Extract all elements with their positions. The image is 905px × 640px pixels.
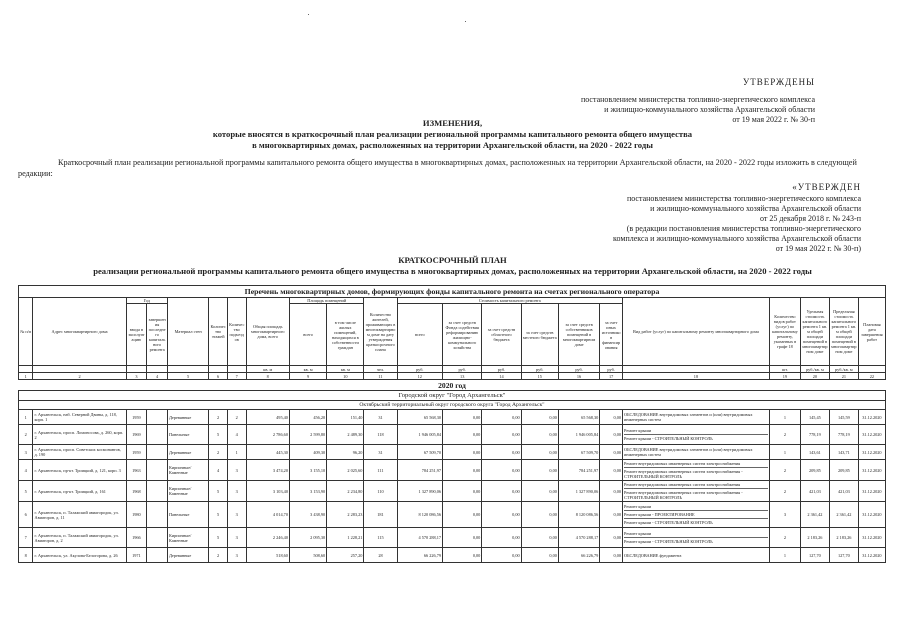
cell-mc: 143,71 <box>829 445 858 460</box>
cell-c3: 0,00 <box>482 425 521 445</box>
work-types-cell <box>623 528 770 548</box>
unit-cell: кв. м <box>327 366 364 373</box>
work-type-item: Ремонт крыши <box>624 504 652 509</box>
cell-mat: Панельные <box>167 425 208 445</box>
header-num: № п/п <box>19 298 33 366</box>
cell-a1: 2 786,60 <box>246 425 289 445</box>
cell-dt: 31.12.2020 <box>858 548 885 563</box>
work-type-item: Ремонт внутридомовых инженерных систем электроснабжения <box>624 461 741 466</box>
unit-cell: руб./кв. м <box>800 366 829 373</box>
cell-c6: 0,00 <box>600 502 623 528</box>
column-number-cell: 10 <box>327 373 364 380</box>
column-number-cell: 4 <box>147 373 168 380</box>
cell-c5: 784 251,97 <box>558 460 599 481</box>
table-row <box>19 445 886 460</box>
second-approval-title: «УТВЕРЖДЕН <box>792 182 861 192</box>
cell-a2: 2 599,80 <box>289 425 326 445</box>
cell-y2 <box>147 410 168 425</box>
column-number-cell: 16 <box>558 373 599 380</box>
header-year-built: ввода в эксплуатацию <box>126 304 147 366</box>
second-approval <box>531 182 861 254</box>
column-number-cell: 11 <box>364 373 397 380</box>
table-row <box>19 425 886 445</box>
second-approval-line: и жилищно-коммунального хозяйства Архангельской области <box>650 204 861 213</box>
unit-cell <box>33 366 126 373</box>
cell-a2: 508,60 <box>289 548 326 563</box>
work-type-item: Ремонт крыши <box>624 531 652 536</box>
cell-mat: Деревянные <box>167 548 208 563</box>
cell-a3: 96,20 <box>327 445 364 460</box>
cell-uc: 209,85 <box>800 460 829 481</box>
second-approval-line: от 19 мая 2022 г. № 30-п) <box>775 244 861 253</box>
units-row <box>19 366 886 373</box>
header-address: Адрес многоквартирного дома <box>33 298 126 366</box>
cell-y2 <box>147 425 168 445</box>
unit-cell: кв. м <box>246 366 289 373</box>
column-number-cell: 7 <box>227 373 246 380</box>
cell-c3: 0,00 <box>482 445 521 460</box>
plan-title <box>0 255 905 277</box>
cell-mat: Деревянные <box>167 445 208 460</box>
top-approval-line: и жилищно-коммунального хозяйства Архангельской области <box>604 105 815 114</box>
column-number-cell: 15 <box>521 373 558 380</box>
cell-a2: 3 438,90 <box>289 502 326 528</box>
unit-cell <box>147 366 168 373</box>
cell-y1: 1966 <box>126 528 147 548</box>
cell-dt: 31.12.2020 <box>858 502 885 528</box>
cell-mc: 421,03 <box>829 481 858 502</box>
work-type-item: Ремонт крыши - ПРОЕКТИРОВАНИЕ <box>624 510 768 518</box>
cell-cnt: 1 <box>769 548 800 563</box>
cell-a1: 3 103,40 <box>246 481 289 502</box>
column-number-cell: 13 <box>443 373 482 380</box>
cell-cnt: 2 <box>769 460 800 481</box>
district-heading: Городской округ "Город Архангельск" <box>19 391 886 401</box>
cell-a1: 3 474,20 <box>246 460 289 481</box>
cell-y2 <box>147 460 168 481</box>
cell-fl: 2 <box>209 548 228 563</box>
cell-dt: 31.12.2020 <box>858 425 885 445</box>
scan-speck <box>308 14 309 15</box>
cell-c4: 0,00 <box>521 481 558 502</box>
column-number-cell: 17 <box>600 373 623 380</box>
cell-mat: Кирпичные/Каменные <box>167 481 208 502</box>
cell-y1: 1969 <box>126 425 147 445</box>
cell-a2: 409,30 <box>289 445 326 460</box>
work-type-item: ОБСЛЕДОВАНИЕ фундамента <box>624 552 682 558</box>
cell-c3: 0,00 <box>482 410 521 425</box>
cell-c6: 0,00 <box>600 425 623 445</box>
work-type-item: Ремонт внутридомовых инженерных систем электроснабжения - СТРОИТЕЛЬНЫЙ КОНТРОЛЬ <box>624 467 768 480</box>
cell-fl: 5 <box>209 502 228 528</box>
unit-cell <box>623 366 770 373</box>
cell-c2: 0,00 <box>443 528 482 548</box>
cell-res: 110 <box>364 481 397 502</box>
cell-a1: 495,40 <box>246 410 289 425</box>
header-residents: Количество жителей, проживающих в многоквартирном доме на дату утверждения краткосрочного плана <box>364 298 397 366</box>
cell-n: 5 <box>19 481 33 502</box>
cell-uc: 778,19 <box>800 425 829 445</box>
unit-cell <box>19 366 33 373</box>
header-year-last-repair: завершения последнего капитального ремонта <box>147 304 168 366</box>
cell-c4: 0,00 <box>521 460 558 481</box>
cell-c2: 0,00 <box>443 460 482 481</box>
cell-c5: 65 568,30 <box>558 410 599 425</box>
unit-cell <box>227 366 246 373</box>
cell-a1: 2 246,40 <box>246 528 289 548</box>
cell-addr: г. Архангельск, п. Талажский авиагородок, ул. Авиаторов, д. 2 <box>33 528 126 548</box>
cell-n: 2 <box>19 425 33 445</box>
cell-y2 <box>147 445 168 460</box>
cell-n: 6 <box>19 502 33 528</box>
cell-n: 8 <box>19 548 33 563</box>
cell-a3: 1 228,21 <box>327 528 364 548</box>
changes-title-line: ИЗМЕНЕНИЯ, <box>422 118 483 128</box>
unit-cell: шт. <box>769 366 800 373</box>
cell-c3: 0,00 <box>482 460 521 481</box>
cell-addr: г. Архангельск, п. Талажский авиагородок, ул. Авиаторов, д. 11 <box>33 502 126 528</box>
header-area-all: всего <box>289 304 326 366</box>
cell-y1: 1959 <box>126 410 147 425</box>
cell-c1: 4 570 288,17 <box>397 528 443 548</box>
cell-y2 <box>147 502 168 528</box>
cell-y1: 1980 <box>126 502 147 528</box>
table-row <box>19 528 886 548</box>
cell-c1: 8 120 086,56 <box>397 502 443 528</box>
work-type-item: Ремонт крыши - СТРОИТЕЛЬНЫЙ КОНТРОЛЬ <box>624 518 768 526</box>
cell-cnt: 3 <box>769 502 800 528</box>
cell-cnt: 1 <box>769 410 800 425</box>
cell-res: 115 <box>364 528 397 548</box>
cell-c1: 65 568,30 <box>397 410 443 425</box>
cell-fl: 2 <box>209 445 228 460</box>
second-approval-line: постановлением министерства топливно-энергетического комплекса <box>626 194 861 203</box>
cell-y1: 1963 <box>126 460 147 481</box>
top-approval-title: УТВЕРЖДЕНЫ <box>742 77 815 87</box>
table-row <box>19 410 886 425</box>
cell-a2: 3 155,10 <box>289 460 326 481</box>
cell-c2: 0,00 <box>443 481 482 502</box>
work-types-cell <box>623 460 770 481</box>
cell-cnt: 2 <box>769 528 800 548</box>
changes-title-line: в многоквартирных домах, расположенных на территории Архангельской области, на 2020 - 2022 годы <box>252 140 653 150</box>
second-approval-line: от 25 декабря 2018 г. № 243-п <box>759 214 861 223</box>
cell-cnt: 2 <box>769 481 800 502</box>
cell-en: 2 <box>227 410 246 425</box>
cell-fl: 5 <box>209 528 228 548</box>
cell-n: 4 <box>19 460 33 481</box>
unit-cell: руб. <box>558 366 599 373</box>
header-cost-owners: за счет средств собственников помещений в многоквартирном доме <box>558 304 599 366</box>
cell-en: 4 <box>227 425 246 445</box>
table-caption: Перечень многоквартирных домов, формирующих фонды капитального ремонта на счетах регионального оператора <box>19 286 886 298</box>
cell-mc: 778,19 <box>829 425 858 445</box>
cell-c5: 1 946 005,84 <box>558 425 599 445</box>
column-number-cell: 12 <box>397 373 443 380</box>
cell-mat: Кирпичные/Каменные <box>167 528 208 548</box>
column-number-cell: 19 <box>769 373 800 380</box>
header-cost-fund: за счет средств Фонда содействия реформированию жилищно-коммунального хозяйства <box>443 304 482 366</box>
intro-paragraph: Краткосрочный план реализации региональной программы капитального ремонта общего имущества в многоквартирных домах, расположенных на территории Архангельской области, на 2020 - 2022 годы изложить в следующей редакции: <box>18 158 857 178</box>
cell-c2: 0,00 <box>443 445 482 460</box>
changes-title <box>0 118 905 151</box>
cell-c1: 67 509,70 <box>397 445 443 460</box>
cell-a3: 2 025,60 <box>327 460 364 481</box>
work-types-cell <box>623 502 770 528</box>
cell-n: 3 <box>19 445 33 460</box>
unit-cell: руб. <box>482 366 521 373</box>
work-types-cell <box>623 410 770 425</box>
okrug-heading: Октябрьский территориальный округ городского округа "Город Архангельск" <box>19 401 886 410</box>
cell-uc: 2 361,42 <box>800 502 829 528</box>
cell-uc: 145,45 <box>800 410 829 425</box>
column-number-cell: 2 <box>33 373 126 380</box>
cell-n: 1 <box>19 410 33 425</box>
header-work-count: Количество видов работ (услуг) по капитальному ремонту, указанных в графе 18 <box>769 298 800 366</box>
cell-fl: 5 <box>209 481 228 502</box>
cell-dt: 31.12.2020 <box>858 445 885 460</box>
header-deadline: Плановая дата завершения работ <box>858 298 885 366</box>
cell-dt: 31.12.2020 <box>858 460 885 481</box>
cell-c5: 8 120 086,56 <box>558 502 599 528</box>
work-type-item: ОБСЛЕДОВАНИЕ внутридомовых элементов и (или) внутридомовых инженерных систем <box>624 412 753 422</box>
cell-c1: 66 226,79 <box>397 548 443 563</box>
cell-y2 <box>147 528 168 548</box>
column-numbers-row <box>19 373 886 380</box>
cell-cnt: 1 <box>769 445 800 460</box>
work-types-cell <box>623 425 770 445</box>
cell-y2 <box>147 481 168 502</box>
cell-a1: 4 014,70 <box>246 502 289 528</box>
cell-en: 3 <box>227 481 246 502</box>
unit-cell <box>167 366 208 373</box>
cell-c5: 67 509,70 <box>558 445 599 460</box>
unit-cell: кв. м <box>289 366 326 373</box>
cell-fl: 2 <box>209 410 228 425</box>
work-type-item: ОБСЛЕДОВАНИЕ внутридомовых элементов и (или) внутридомовых инженерных систем <box>624 447 753 457</box>
cell-addr: г. Архангельск, просп. Советских космонавтов, д. 190 <box>33 445 126 460</box>
header-cost-other: за счет иных источников финансирования <box>600 304 623 366</box>
cell-addr: г. Архангельск, пр-кт. Троицкий, д. 161 <box>33 481 126 502</box>
plan-table <box>18 285 886 563</box>
cell-dt: 31.12.2020 <box>858 481 885 502</box>
cell-addr: г. Архангельск, ул. Акулова-Белогорова, д. 26 <box>33 548 126 563</box>
work-types-cell <box>623 481 770 502</box>
cell-uc: 421,03 <box>800 481 829 502</box>
cell-a1: 518,60 <box>246 548 289 563</box>
cell-c2: 0,00 <box>443 410 482 425</box>
cell-addr: г. Архангельск, наб. Северной Двины, д. 118, корп. 1 <box>33 410 126 425</box>
cell-a3: 2 283,23 <box>327 502 364 528</box>
cell-c1: 1 946 005,84 <box>397 425 443 445</box>
header-floors: Количество этажей <box>209 298 228 366</box>
cell-c5: 4 570 288,17 <box>558 528 599 548</box>
cell-c2: 0,00 <box>443 502 482 528</box>
cell-dt: 31.12.2020 <box>858 528 885 548</box>
cell-mat: Панельные <box>167 502 208 528</box>
unit-cell <box>126 366 147 373</box>
cell-c6: 0,00 <box>600 481 623 502</box>
cell-a2: 2 095,30 <box>289 528 326 548</box>
cell-en: 3 <box>227 460 246 481</box>
cell-addr: г. Архангельск, пр-кт. Троицкий, д. 121, корп. 3 <box>33 460 126 481</box>
cell-mat: Кирпичные/Каменные <box>167 460 208 481</box>
unit-cell: руб. <box>397 366 443 373</box>
cell-c2: 0,00 <box>443 548 482 563</box>
cell-mat: Деревянные <box>167 410 208 425</box>
cell-y2 <box>147 548 168 563</box>
column-number-cell: 22 <box>858 373 885 380</box>
cell-c6: 0,00 <box>600 548 623 563</box>
cell-mc: 127,70 <box>829 548 858 563</box>
cell-c6: 0,00 <box>600 445 623 460</box>
cell-fl: 5 <box>209 425 228 445</box>
work-type-item: Ремонт крыши <box>624 428 652 433</box>
cell-c4: 0,00 <box>521 410 558 425</box>
column-number-cell: 9 <box>289 373 326 380</box>
work-types-cell <box>623 445 770 460</box>
column-number-cell: 1 <box>19 373 33 380</box>
cell-c4: 0,00 <box>521 425 558 445</box>
work-type-item: Ремонт крыши - СТРОИТЕЛЬНЫЙ КОНТРОЛЬ <box>624 537 768 545</box>
cell-c5: 66 226,79 <box>558 548 599 563</box>
header-cost-group: Стоимость капитального ремонта <box>397 298 622 304</box>
cell-res: 28 <box>364 548 397 563</box>
unit-cell: чел. <box>364 366 397 373</box>
cell-c1: 784 251,97 <box>397 460 443 481</box>
header-cost-regional: за счет средств областного бюджета <box>482 304 521 366</box>
cell-en: 1 <box>227 445 246 460</box>
cell-a3: 2 489,30 <box>327 425 364 445</box>
unit-cell: руб. <box>443 366 482 373</box>
cell-a2: 456,20 <box>289 410 326 425</box>
cell-mc: 209,85 <box>829 460 858 481</box>
plan-title-line: КРАТКОСРОЧНЫЙ ПЛАН <box>398 255 507 265</box>
header-wall-material: Материал стен <box>167 298 208 366</box>
cell-cnt: 2 <box>769 425 800 445</box>
header-year: Год <box>126 298 167 304</box>
cell-c6: 0,00 <box>600 410 623 425</box>
header-area-total: Общая площадь многоквартирного дома, всего <box>246 298 289 366</box>
top-approval-line: постановлением министерства топливно-энергетического комплекса <box>580 95 815 104</box>
cell-c6: 0,00 <box>600 528 623 548</box>
header-unit-cost: Удельная стоимость капитального ремонта 1 кв. м общей площади помещений в многоквартирном доме <box>800 298 829 366</box>
unit-cell <box>209 366 228 373</box>
column-number-cell: 21 <box>829 373 858 380</box>
cell-en: 3 <box>227 528 246 548</box>
cell-mc: 2 183,26 <box>829 528 858 548</box>
cell-c4: 0,00 <box>521 528 558 548</box>
header-work-types: Вид работ (услуг) по капитальному ремонту многоквартирного дома <box>623 298 770 366</box>
cell-a3: 151,40 <box>327 410 364 425</box>
cell-y1: 1971 <box>126 548 147 563</box>
header-max-cost: Предельная стоимость капитального ремонта 1 кв. м общей площади помещений в многоквартирном доме <box>829 298 858 366</box>
cell-c4: 0,00 <box>521 445 558 460</box>
cell-a1: 445,30 <box>246 445 289 460</box>
cell-c5: 1 327 890,06 <box>558 481 599 502</box>
table-row <box>19 481 886 502</box>
unit-cell: руб./кв. м <box>829 366 858 373</box>
cell-res: 181 <box>364 502 397 528</box>
scan-speck <box>465 21 466 22</box>
cell-mc: 2 361,42 <box>829 502 858 528</box>
changes-title-line: которые вносятся в краткосрочный план реализации региональной программы капитального ремонта общего имущества <box>212 129 693 139</box>
cell-res: 111 <box>364 460 397 481</box>
cell-uc: 2 183,26 <box>800 528 829 548</box>
second-approval-line: (в редакции постановления министерства топливно-энергетического <box>626 224 861 233</box>
cell-c6: 0,00 <box>600 460 623 481</box>
cell-a3: 257,20 <box>327 548 364 563</box>
work-type-item: Ремонт внутридомовых инженерных систем электроснабжения <box>624 482 741 487</box>
unit-cell: руб. <box>600 366 623 373</box>
cell-c3: 0,00 <box>482 502 521 528</box>
column-number-cell: 18 <box>623 373 770 380</box>
cell-en: 3 <box>227 548 246 563</box>
table-row <box>19 548 886 563</box>
cell-dt: 31.12.2020 <box>858 410 885 425</box>
cell-fl: 4 <box>209 460 228 481</box>
year-heading: 2020 год <box>438 380 466 390</box>
plan-title-line: реализации региональной программы капитального ремонта общего имущества в многоквартирных домах, расположенных на территории Архангельской области, на 2020 - 2022 годы <box>93 266 812 276</box>
work-type-item: Ремонт крыши - СТРОИТЕЛЬНЫЙ КОНТРОЛЬ <box>624 434 768 442</box>
cell-c4: 0,00 <box>521 502 558 528</box>
cell-res: 31 <box>364 410 397 425</box>
cell-y1: 1968 <box>126 481 147 502</box>
cell-y1: 1959 <box>126 445 147 460</box>
cell-res: 118 <box>364 425 397 445</box>
cell-c3: 0,00 <box>482 548 521 563</box>
work-types-cell <box>623 548 770 563</box>
column-number-cell: 3 <box>126 373 147 380</box>
header-cost-local: за счет средств местного бюджета <box>521 304 558 366</box>
column-number-cell: 5 <box>167 373 208 380</box>
cell-a3: 2 234,80 <box>327 481 364 502</box>
column-number-cell: 14 <box>482 373 521 380</box>
cell-res: 31 <box>364 445 397 460</box>
cell-uc: 143,61 <box>800 445 829 460</box>
header-entrances: Количество подъездов <box>227 298 246 366</box>
column-number-cell: 6 <box>209 373 228 380</box>
cell-a2: 3 153,90 <box>289 481 326 502</box>
table-row <box>19 460 886 481</box>
cell-en: 3 <box>227 502 246 528</box>
second-approval-line: комплекса и жилищно-коммунального хозяйства Архангельской области <box>613 234 861 243</box>
unit-cell: руб. <box>521 366 558 373</box>
cell-mc: 145,59 <box>829 410 858 425</box>
column-number-cell: 8 <box>246 373 289 380</box>
cell-addr: г. Архангельск, просп. Ломоносова, д. 260, корп. 2 <box>33 425 126 445</box>
cell-c1: 1 327 890,06 <box>397 481 443 502</box>
cell-c3: 0,00 <box>482 528 521 548</box>
cell-uc: 127,70 <box>800 548 829 563</box>
unit-cell <box>858 366 885 373</box>
cell-c3: 0,00 <box>482 481 521 502</box>
header-area-residential: в том числе жилых помещений, находящихся в собственности граждан <box>327 304 364 366</box>
cell-n: 7 <box>19 528 33 548</box>
work-type-item: Ремонт внутридомовых инженерных систем электроснабжения - СТРОИТЕЛЬНЫЙ КОНТРОЛЬ <box>624 488 768 501</box>
header-area-group: Площадь помещений <box>289 298 363 304</box>
column-number-cell: 20 <box>800 373 829 380</box>
table-row <box>19 502 886 528</box>
top-approval-line: от 19 мая 2022 г. № 30-п <box>732 115 815 124</box>
cell-c4: 0,00 <box>521 548 558 563</box>
header-cost-all: всего <box>397 304 443 366</box>
cell-c2: 0,00 <box>443 425 482 445</box>
